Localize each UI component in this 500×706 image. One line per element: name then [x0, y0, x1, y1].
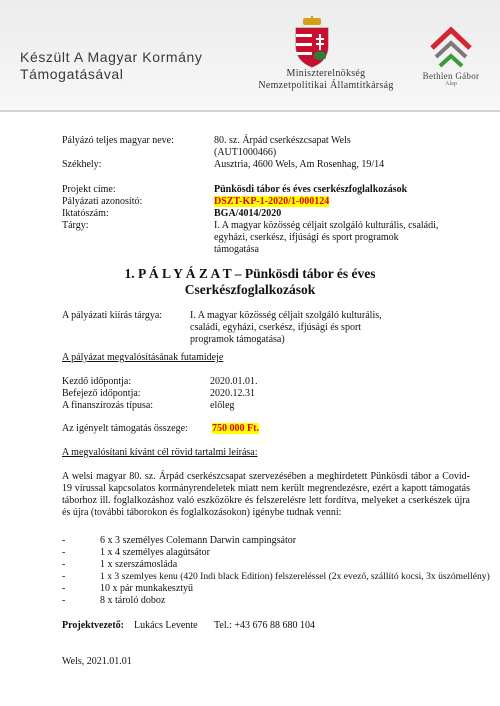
project-title-value: Pünkösdi tábor és éves cserkészfoglalkozások	[214, 184, 408, 195]
call-subject-line: programok támogatása)	[190, 334, 285, 345]
document-heading-line1: 1. P Á L Y Á Z A T – Pünkösdi tábor és éves	[124, 266, 376, 281]
bethlen-gabor-name: Bethlen Gábor	[422, 71, 480, 81]
applicant-name-label: Pályázó teljes magyar neve:	[62, 135, 174, 146]
ministry-line1: Miniszterelnökség	[286, 68, 366, 79]
applicant-name-value2: (AUT1000466)	[214, 147, 277, 158]
list-bullet: -	[62, 571, 66, 582]
document-heading-line2: Cserkészfoglalkozások	[184, 282, 316, 297]
list-item-text: 1 x szerszámosláda	[100, 559, 178, 570]
schedule-heading: A pályázat megvalósításának futamideje	[62, 352, 224, 363]
list-item-text: 1 x 4 személyes alagútsátor	[100, 547, 210, 558]
list-item-text: 1 x 3 szemlyes kenu (420 Indi black Edition) felszereléssel (2x evező, szállító kocsi, 3x üszómellény)	[100, 571, 490, 582]
bethlen-gabor-logo-icon	[428, 22, 474, 70]
summary-paragraph: A welsi magyar 80. sz. Árpád cserkészcsapat szervezésében a meghirdetett Pünkösdi tábor a Covid-19 vírussal kapcsolatos kormányrendeletek miatt nem került megrendezésre, ezért a kapott támogatás táborhoz ill. foglalkozáshoz való eszközökre és felszerelésre lett fordítva, melyeket a cserkészek újra és újra (további táborokon és foglalkozásokon) igénybe tudnak venni:	[62, 471, 470, 518]
financing-type-value: előleg	[210, 400, 235, 411]
project-leader-name: Lukács Levente	[134, 620, 198, 631]
amount-value: 750 000 Ft.	[212, 423, 259, 434]
project-id-value: DSZT-KP-1-2020/1-000124	[214, 196, 330, 207]
subject-label: Tárgy:	[62, 220, 89, 231]
project-title-label: Projekt címe:	[62, 184, 116, 195]
list-item-text: 8 x tároló doboz	[100, 595, 166, 606]
bethlen-gabor-sub: Alap	[445, 81, 457, 87]
header-divider	[0, 110, 500, 112]
start-date-label: Kezdő időpontja:	[62, 376, 132, 387]
ministry-name	[251, 68, 401, 92]
applicant-name-value1: 80. sz. Árpád cserkészcsapat Wels	[214, 135, 351, 146]
amount-label: Az igényelt támogatás összege:	[62, 423, 188, 434]
start-date-value: 2020.01.01.	[210, 376, 258, 387]
seat-value: Ausztria, 4600 Wels, Am Rosenhag, 19/14	[214, 159, 385, 170]
hungarian-coat-of-arms-icon	[290, 16, 334, 68]
end-date-label: Befejező időpontja:	[62, 388, 141, 399]
list-bullet: -	[62, 559, 66, 570]
call-subject-label: A pályázati kiírás tárgya:	[62, 310, 163, 321]
project-leader-label: Projektvezető:	[62, 620, 125, 631]
ministry-line2: Nemzetpolitikai Államtitkárság	[258, 80, 394, 91]
subject-line: egyházi, cserkész, ifjúsági és sport programok	[214, 232, 399, 243]
end-date-value: 2020.12.31	[210, 388, 255, 399]
government-support-text	[20, 49, 202, 83]
list-item-text: 10 x pár munkakesztyű	[100, 583, 194, 594]
file-number-label: Iktatószám:	[62, 208, 109, 219]
header-banner	[0, 0, 500, 112]
subject-line: támogatása	[214, 244, 259, 255]
list-bullet: -	[62, 583, 66, 594]
government-support-line1: Készült A Magyar Kormány	[20, 49, 203, 65]
project-id-label: Pályázati azonosító:	[62, 196, 143, 207]
project-leader-phone: Tel.: +43 676 88 680 104	[214, 620, 316, 631]
list-bullet: -	[62, 595, 66, 606]
place-and-date: Wels, 2021.01.01	[62, 656, 132, 667]
list-bullet: -	[62, 535, 66, 546]
call-subject-line: I. A magyar közösség céljait szolgáló kulturális,	[190, 310, 382, 321]
financing-type-label: A finanszírozás típusa:	[62, 400, 154, 411]
summary-heading: A megvalósítani kívánt cél rövid tartalmi leírása:	[62, 447, 258, 458]
subject-line: I. A magyar közösség céljait szolgáló kulturális, családi,	[214, 220, 439, 231]
list-item-text: 6 x 3 személyes Colemann Darwin campingsátor	[100, 535, 297, 546]
list-bullet: -	[62, 547, 66, 558]
call-subject-line: családi, egyházi, cserkész, ifjúsági és sport	[190, 322, 362, 333]
file-number-value: BGA/4014/2020	[214, 208, 282, 219]
government-support-line2: Támogatásával	[20, 66, 124, 82]
seat-label: Székhely:	[62, 159, 102, 170]
